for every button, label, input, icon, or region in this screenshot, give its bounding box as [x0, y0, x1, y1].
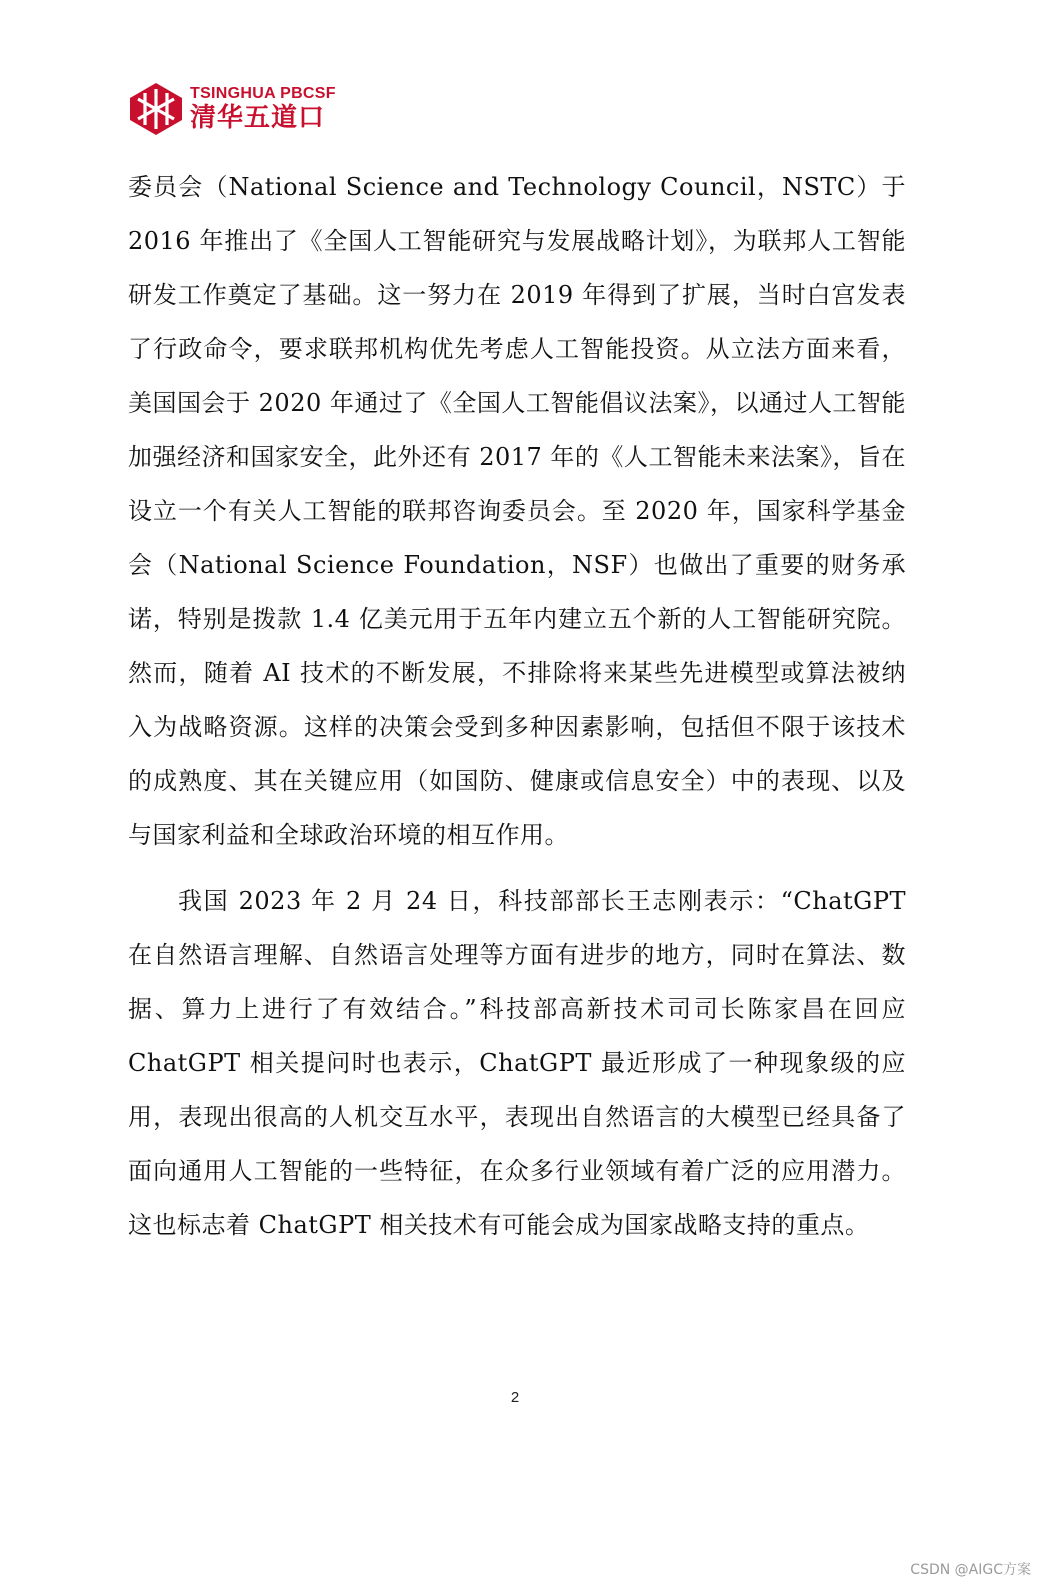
paragraph: 委员会（National Science and Technology Council，NSTC）于 2016 年推出了《全国人工智能研究与发展战略计划》，为联邦人工智能研发工作奠定了基础。这一努力在 2019 年得到了扩展，当时白宫发表了行政命令，要求联邦机构优先考虑人工智能投资。从立法方面来看，美国国会于 2020 年通过了《全国人工智能倡议法案》，以通过人工智能加强经济和国家安全，此外还有 2017 年的《人工智能未来法案》，旨在设立一个有关人工智能的联邦咨询委员会。至 2020 年，国家科学基金会（National Science Foundation，NSF）也做出了重要的财务承诺，特别是拨款 1.4 亿美元用于五年内建立五个新的人工智能研究院。然而，随着 AI 技术的不断发展，不排除将来某些先进模型或算法被纳入为战略资源。这样的决策会受到多种因素影响，包括但不限于该技术的成熟度、其在关键应用（如国防、健康或信息安全）中的表现、以及与国家利益和全球政治环境的相互作用。 — [128, 173, 906, 849]
logo-chinese: 清华五道口 — [190, 103, 326, 133]
watermark: CSDN @AIGC方案 — [910, 1562, 1031, 1578]
logo-english: TSINGHUA PBCSF — [190, 85, 336, 102]
paragraph: 我国 2023 年 2 月 24 日，科技部部长王志刚表示：“ChatGPT 在自然语言理解、自然语言处理等方面有进步的地方，同时在算法、数据、算力上进行了有效结合。”科技部高新技术司司长陈家昌在回应 ChatGPT 相关提问时也表示，ChatGPT 最近形成了一种现象级的应用，表现出很高的人机交互水平，表现出自然语言的大模型已经具备了面向通用人工智能的一些特征，在众多行业领域有着广泛的应用潜力。这也标志着 ChatGPT 相关技术有可能会成为国家战略支持的重点。 — [128, 887, 906, 1239]
document-body — [128, 160, 906, 1252]
page-number: 2 — [510, 1389, 520, 1406]
tsinghua-logo-icon — [128, 81, 184, 137]
logo-text — [190, 85, 336, 133]
header — [128, 80, 336, 138]
